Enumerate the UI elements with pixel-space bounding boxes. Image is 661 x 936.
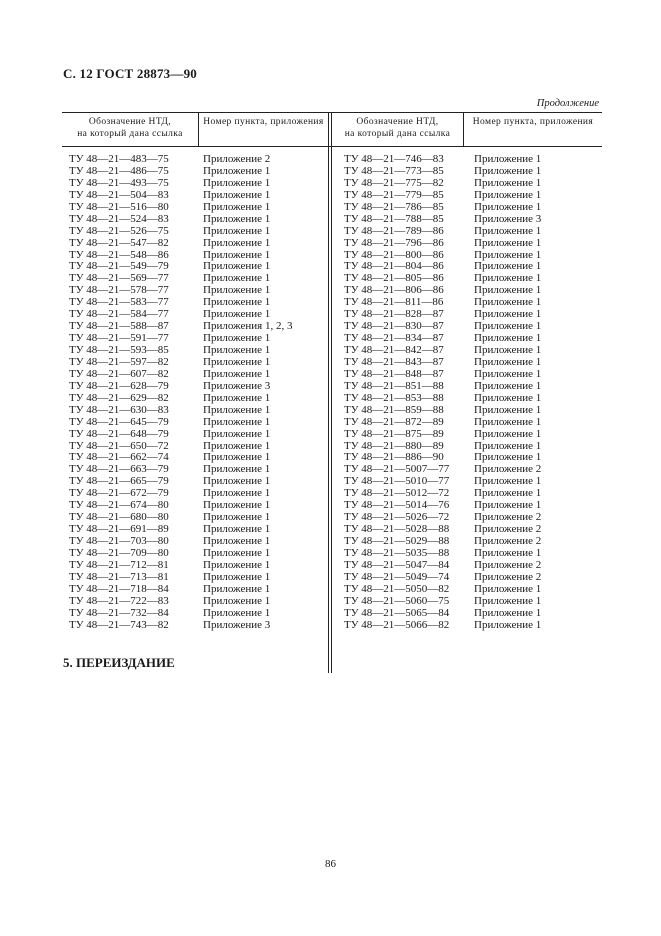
table-header-rule bbox=[62, 146, 602, 147]
ref-cell: Приложение 1 bbox=[474, 415, 542, 428]
ref-cell: Приложение 1 bbox=[203, 582, 271, 595]
doc-cell: ТУ 48—21—584—77 bbox=[69, 308, 169, 321]
doc-cell: ТУ 48—21—872—89 bbox=[344, 415, 444, 428]
double-divider bbox=[331, 112, 332, 673]
ref-cell: Приложение 1 bbox=[474, 260, 542, 273]
ref-cell: Приложение 1 bbox=[203, 558, 271, 571]
doc-cell: ТУ 48—21—773—85 bbox=[344, 164, 444, 177]
ref-cell: Приложение 1 bbox=[474, 308, 542, 321]
doc-cell: ТУ 48—21—834—87 bbox=[344, 332, 444, 345]
doc-cell: ТУ 48—21—796—86 bbox=[344, 236, 444, 249]
ref-cell: Приложение 2 bbox=[474, 523, 542, 536]
doc-cell: ТУ 48—21—880—89 bbox=[344, 439, 444, 452]
doc-cell: ТУ 48—21—804—86 bbox=[344, 260, 444, 273]
ref-cell: Приложение 1 bbox=[203, 212, 271, 225]
ref-cell: Приложение 1 bbox=[474, 355, 542, 368]
doc-cell: ТУ 48—21—5065—84 bbox=[344, 606, 450, 619]
doc-cell: ТУ 48—21—547—82 bbox=[69, 236, 169, 249]
ref-cell: Приложение 1 bbox=[474, 176, 542, 189]
ref-cell: Приложение 1 bbox=[474, 272, 542, 285]
doc-cell: ТУ 48—21—811—86 bbox=[344, 296, 444, 309]
doc-cell: ТУ 48—21—648—79 bbox=[69, 427, 169, 440]
ref-cell: Приложение 1 bbox=[203, 499, 271, 512]
ref-cell: Приложение 1 bbox=[474, 475, 542, 488]
doc-cell: ТУ 48—21—712—81 bbox=[69, 558, 169, 571]
header-ref-right: Номер пункта, приложения bbox=[472, 117, 594, 127]
ref-cell: Приложение 1 bbox=[474, 284, 542, 297]
ref-cell: Приложение 2 bbox=[474, 463, 542, 476]
ref-cell: Приложение 1 bbox=[474, 296, 542, 309]
ref-cell: Приложение 1 bbox=[474, 594, 542, 607]
ref-cell: Приложение 1 bbox=[474, 344, 542, 356]
ref-cell: Приложение 3 bbox=[474, 212, 542, 225]
doc-cell: ТУ 48—21—593—85 bbox=[69, 344, 169, 356]
ref-cell: Приложение 1 bbox=[203, 451, 271, 464]
ref-cell: Приложение 1 bbox=[474, 439, 542, 452]
column-right-refs bbox=[474, 154, 541, 632]
ref-cell: Приложение 1 bbox=[474, 224, 542, 237]
doc-cell: ТУ 48—21—672—79 bbox=[69, 487, 169, 500]
ref-cell: Приложение 1 bbox=[203, 403, 271, 416]
doc-cell: ТУ 48—21—786—85 bbox=[344, 200, 444, 213]
doc-cell: ТУ 48—21—746—83 bbox=[344, 153, 444, 165]
ref-cell: Приложение 1 bbox=[474, 427, 542, 440]
ref-cell: Приложение 1 bbox=[474, 606, 542, 619]
section-title: 5. ПЕРЕИЗДАНИЕ bbox=[63, 655, 175, 670]
doc-cell: ТУ 48—21—722—83 bbox=[69, 594, 169, 607]
ref-cell: Приложение 1 bbox=[203, 200, 271, 213]
ref-cell: Приложение 1 bbox=[474, 367, 542, 380]
doc-cell: ТУ 48—21—5050—82 bbox=[344, 582, 450, 595]
doc-cell: ТУ 48—21—628—79 bbox=[69, 379, 169, 392]
doc-cell: ТУ 48—21—5029—88 bbox=[344, 535, 450, 547]
ref-cell: Приложение 1 bbox=[203, 415, 271, 428]
doc-cell: ТУ 48—21—665—79 bbox=[69, 475, 169, 488]
ref-cell: Приложение 1 bbox=[474, 332, 542, 345]
doc-cell: ТУ 48—21—732—84 bbox=[69, 606, 169, 619]
ref-cell: Приложение 1 bbox=[203, 176, 271, 189]
ref-cell: Приложение 1 bbox=[474, 200, 542, 213]
page-header: С. 12 ГОСТ 28873—90 bbox=[63, 66, 197, 81]
ref-cell: Приложение 1 bbox=[203, 546, 271, 559]
ref-cell: Приложение 1 bbox=[203, 236, 271, 249]
ref-cell: Приложение 1 bbox=[203, 475, 271, 488]
ref-cell: Приложение 1 bbox=[203, 272, 271, 285]
reference-table bbox=[62, 112, 602, 673]
ref-cell: Приложение 1 bbox=[474, 546, 542, 559]
ref-cell: Приложение 1 bbox=[203, 570, 271, 583]
doc-cell: ТУ 48—21—800—86 bbox=[344, 248, 444, 261]
column-left-docs bbox=[69, 154, 169, 632]
ref-cell: Приложение 1 bbox=[203, 355, 271, 368]
doc-cell: ТУ 48—21—718—84 bbox=[69, 582, 169, 595]
ref-cell: Приложение 1 bbox=[474, 188, 542, 201]
ref-cell: Приложение 1 bbox=[203, 463, 271, 476]
ref-cell: Приложение 2 bbox=[203, 153, 271, 165]
doc-cell: ТУ 48—21—788—85 bbox=[344, 212, 444, 225]
doc-cell: ТУ 48—21—5010—77 bbox=[344, 475, 450, 488]
column-left-refs bbox=[203, 154, 292, 632]
ref-cell: Приложение 2 bbox=[474, 535, 542, 547]
doc-cell: ТУ 48—21—5028—88 bbox=[344, 523, 450, 536]
doc-cell: ТУ 48—21—578—77 bbox=[69, 284, 169, 297]
ref-cell: Приложение 1 bbox=[474, 499, 542, 512]
doc-cell: ТУ 48—21—828—87 bbox=[344, 308, 444, 321]
ref-cell: Приложение 1 bbox=[474, 248, 542, 261]
doc-cell: ТУ 48—21—5026—72 bbox=[344, 511, 450, 524]
doc-cell: ТУ 48—21—674—80 bbox=[69, 499, 169, 512]
doc-cell: ТУ 48—21—886—90 bbox=[344, 451, 444, 464]
ref-cell: Приложение 1 bbox=[474, 451, 542, 464]
ref-cell: Приложение 1 bbox=[203, 284, 271, 297]
doc-cell: ТУ 48—21—691—89 bbox=[69, 523, 169, 536]
doc-cell: ТУ 48—21—709—80 bbox=[69, 546, 169, 559]
doc-cell: ТУ 48—21—607—82 bbox=[69, 367, 169, 380]
doc-cell: ТУ 48—21—5035—88 bbox=[344, 546, 450, 559]
doc-cell: ТУ 48—21—843—87 bbox=[344, 355, 444, 368]
doc-cell: ТУ 48—21—775—82 bbox=[344, 176, 444, 189]
ref-cell: Приложение 2 bbox=[474, 511, 542, 524]
ref-cell: Приложение 1 bbox=[474, 391, 542, 404]
doc-cell: ТУ 48—21—663—79 bbox=[69, 463, 169, 476]
ref-cell: Приложение 1 bbox=[474, 403, 542, 416]
page-number: 86 bbox=[325, 858, 336, 870]
doc-cell: ТУ 48—21—875—89 bbox=[344, 427, 444, 440]
ref-cell: Приложение 1 bbox=[203, 344, 271, 356]
doc-cell: ТУ 48—21—789—86 bbox=[344, 224, 444, 237]
doc-cell: ТУ 48—21—5060—75 bbox=[344, 594, 450, 607]
ref-cell: Приложение 2 bbox=[474, 570, 542, 583]
doc-cell: ТУ 48—21—591—77 bbox=[69, 332, 169, 345]
ref-cell: Приложение 1 bbox=[203, 308, 271, 321]
column-right-docs bbox=[344, 154, 449, 632]
doc-cell: ТУ 48—21—583—77 bbox=[69, 296, 169, 309]
doc-cell: ТУ 48—21—713—81 bbox=[69, 570, 169, 583]
ref-cell: Приложение 1 bbox=[474, 379, 542, 392]
ref-cell: Приложение 3 bbox=[203, 379, 271, 392]
ref-cell: Приложение 1 bbox=[203, 391, 271, 404]
ref-cell: Приложение 1 bbox=[203, 427, 271, 440]
doc-cell: ТУ 48—21—524—83 bbox=[69, 212, 169, 225]
doc-cell: ТУ 48—21—805—86 bbox=[344, 272, 444, 285]
ref-cell: Приложение 3 bbox=[203, 618, 271, 631]
doc-cell: ТУ 48—21—848—87 bbox=[344, 367, 444, 380]
doc-cell: ТУ 48—21—853—88 bbox=[344, 391, 444, 404]
ref-cell: Приложение 1 bbox=[474, 618, 542, 631]
ref-cell: Приложение 1 bbox=[203, 260, 271, 273]
doc-cell: ТУ 48—21—569—77 bbox=[69, 272, 169, 285]
doc-cell: ТУ 48—21—516—80 bbox=[69, 200, 169, 213]
ref-cell: Приложение 1 bbox=[474, 320, 542, 333]
doc-cell: ТУ 48—21—650—72 bbox=[69, 439, 169, 452]
ref-cell: Приложение 1 bbox=[474, 487, 542, 500]
doc-cell: ТУ 48—21—779—85 bbox=[344, 188, 444, 201]
header-doc-left: Обозначение НТД, на который дана ссылка bbox=[77, 117, 183, 139]
ref-cell: Приложение 1 bbox=[203, 523, 271, 536]
doc-cell: ТУ 48—21—5007—77 bbox=[344, 463, 450, 476]
doc-cell: ТУ 48—21—548—86 bbox=[69, 248, 169, 261]
doc-cell: ТУ 48—21—5049—74 bbox=[344, 570, 450, 583]
header-doc-right: Обозначение НТД, на который дана ссылка bbox=[344, 117, 451, 139]
ref-cell: Приложение 1 bbox=[203, 332, 271, 345]
doc-cell: ТУ 48—21—743—82 bbox=[69, 618, 169, 631]
ref-cell: Приложение 1 bbox=[474, 164, 542, 177]
doc-cell: ТУ 48—21—483—75 bbox=[69, 153, 169, 165]
doc-cell: ТУ 48—21—703—80 bbox=[69, 535, 169, 547]
doc-cell: ТУ 48—21—859—88 bbox=[344, 403, 444, 416]
doc-cell: ТУ 48—21—526—75 bbox=[69, 224, 169, 237]
doc-cell: ТУ 48—21—504—83 bbox=[69, 188, 169, 201]
ref-cell: Приложение 1 bbox=[203, 606, 271, 619]
doc-cell: ТУ 48—21—680—80 bbox=[69, 511, 169, 524]
doc-cell: ТУ 48—21—5066—82 bbox=[344, 618, 450, 631]
doc-cell: ТУ 48—21—493—75 bbox=[69, 176, 169, 189]
doc-cell: ТУ 48—21—629—82 bbox=[69, 391, 169, 404]
ref-cell: Приложение 1 bbox=[474, 582, 542, 595]
ref-cell: Приложение 2 bbox=[474, 558, 542, 571]
double-divider bbox=[328, 112, 329, 673]
ref-cell: Приложение 1 bbox=[203, 296, 271, 309]
doc-cell: ТУ 48—21—851—88 bbox=[344, 379, 444, 392]
doc-cell: ТУ 48—21—5047—84 bbox=[344, 558, 450, 571]
doc-cell: ТУ 48—21—549—79 bbox=[69, 260, 169, 273]
ref-cell: Приложение 1 bbox=[474, 153, 542, 165]
doc-cell: ТУ 48—21—5012—72 bbox=[344, 487, 450, 500]
header-ref-left: Номер пункта, приложения bbox=[203, 117, 324, 127]
doc-cell: ТУ 48—21—588—87 bbox=[69, 320, 169, 333]
ref-cell: Приложение 1 bbox=[474, 236, 542, 249]
doc-cell: ТУ 48—21—830—87 bbox=[344, 320, 444, 333]
ref-cell: Приложения 1, 2, 3 bbox=[203, 320, 293, 333]
ref-cell: Приложение 1 bbox=[203, 367, 271, 380]
ref-cell: Приложение 1 bbox=[203, 164, 271, 177]
ref-cell: Приложение 1 bbox=[203, 248, 271, 261]
ref-cell: Приложение 1 bbox=[203, 439, 271, 452]
ref-cell: Приложение 1 bbox=[203, 224, 271, 237]
doc-cell: ТУ 48—21—486—75 bbox=[69, 164, 169, 177]
ref-cell: Приложение 1 bbox=[203, 594, 271, 607]
ref-cell: Приложение 1 bbox=[203, 511, 271, 524]
table-top-rule bbox=[62, 112, 602, 113]
doc-cell: ТУ 48—21—645—79 bbox=[69, 415, 169, 428]
ref-cell: Приложение 1 bbox=[203, 535, 271, 547]
doc-cell: ТУ 48—21—630—83 bbox=[69, 403, 169, 416]
continuation-label: Продолжение bbox=[536, 98, 599, 109]
doc-cell: ТУ 48—21—5014—76 bbox=[344, 499, 450, 512]
doc-cell: ТУ 48—21—806—86 bbox=[344, 284, 444, 297]
ref-cell: Приложение 1 bbox=[203, 188, 271, 201]
ref-cell: Приложение 1 bbox=[203, 487, 271, 500]
doc-cell: ТУ 48—21—842—87 bbox=[344, 344, 444, 356]
doc-cell: ТУ 48—21—662—74 bbox=[69, 451, 169, 464]
doc-cell: ТУ 48—21—597—82 bbox=[69, 355, 169, 368]
